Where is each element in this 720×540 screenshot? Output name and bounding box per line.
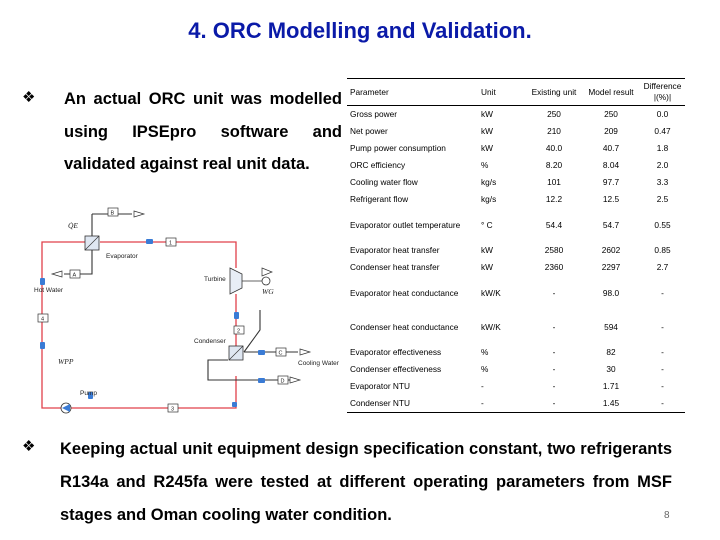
cell-parameter: Refrigerant flow <box>350 194 409 205</box>
cell-parameter: Gross power <box>350 109 398 120</box>
cell-unit: - <box>481 381 484 392</box>
cell-model: 54.7 <box>602 219 620 230</box>
node-d-label: D <box>280 378 285 385</box>
table-row <box>347 208 685 242</box>
cell-model: 82 <box>606 347 616 358</box>
cell-model: 97.7 <box>602 177 620 188</box>
cell-unit: kW <box>481 109 493 120</box>
table-row <box>347 378 685 395</box>
cell-parameter: Evaporator outlet temperature <box>350 219 461 230</box>
cell-unit: % <box>481 347 489 358</box>
cell-unit: % <box>481 160 489 171</box>
cell-model: 250 <box>604 109 618 120</box>
header-unit: Unit <box>481 86 496 97</box>
cooling-water-label: Cooling Water <box>298 360 339 367</box>
cell-difference: 0.47 <box>654 126 671 137</box>
table-row <box>347 242 685 259</box>
table-row <box>347 106 685 124</box>
pump-label: Pump <box>80 390 97 397</box>
cell-unit: kg/s <box>481 194 497 205</box>
table-row <box>347 191 685 208</box>
cell-model: 12.5 <box>602 194 620 205</box>
cell-difference: - <box>661 381 664 392</box>
table-row <box>347 361 685 378</box>
table-row <box>347 259 685 276</box>
cell-existing: 210 <box>547 126 561 137</box>
cell-difference: 2.7 <box>656 262 669 273</box>
table-row <box>347 174 685 191</box>
cell-existing: 2360 <box>544 262 564 273</box>
cell-difference: 2.5 <box>656 194 669 205</box>
cell-existing: - <box>552 321 556 332</box>
cell-parameter: Condenser effectiveness <box>350 364 442 375</box>
node-3-label: 3 <box>171 406 175 413</box>
heat-input-label: Q̇E <box>68 221 78 230</box>
cell-unit: kg/s <box>481 177 497 188</box>
bullet-diamond-icon: ❖ <box>22 438 36 455</box>
table-row <box>347 276 685 310</box>
node-markers <box>38 208 288 412</box>
cell-existing: - <box>552 364 556 375</box>
cell-unit: % <box>481 364 489 375</box>
cell-parameter: Evaporator heat conductance <box>350 287 459 298</box>
condenser-unit <box>229 346 243 360</box>
generator-power-label: WG <box>262 287 274 296</box>
cell-model: 1.45 <box>602 398 620 409</box>
cell-parameter: Evaporator NTU <box>350 381 410 392</box>
cell-unit: kW/K <box>481 287 501 298</box>
evaporator-label: Evaporator <box>106 253 138 260</box>
node-b-label: B <box>110 210 115 217</box>
cell-model: 30 <box>606 364 616 375</box>
table-row <box>347 344 685 361</box>
pump-power-label: WPP <box>58 357 74 366</box>
cell-existing: 2580 <box>544 245 564 256</box>
cell-model: 1.71 <box>602 381 620 392</box>
table-header-row <box>347 79 685 106</box>
node-a-label: A <box>72 272 77 279</box>
cell-difference: 2.0 <box>656 160 669 171</box>
condenser-label: Condenser <box>194 338 226 345</box>
page-number: 8 <box>664 510 670 521</box>
cell-parameter: Net power <box>350 126 388 137</box>
cell-unit: kW <box>481 143 493 154</box>
cell-existing: - <box>552 398 556 409</box>
cell-difference: - <box>661 321 664 332</box>
validation-table-container <box>347 78 685 413</box>
table-row <box>347 310 685 344</box>
node-labels <box>41 211 285 413</box>
cell-unit: ° C <box>481 219 493 230</box>
cell-parameter: Pump power consumption <box>350 143 446 154</box>
cell-difference: 0.85 <box>654 245 671 256</box>
cell-unit: kW <box>481 245 493 256</box>
refrigerant-loop <box>42 242 236 408</box>
cell-parameter: ORC efficiency <box>350 160 406 171</box>
cell-difference: - <box>661 364 664 375</box>
cell-parameter: Evaporator effectiveness <box>350 347 442 358</box>
cell-existing: 8.20 <box>545 160 563 171</box>
pump-unit <box>61 403 71 413</box>
table-row <box>347 123 685 140</box>
evaporator-unit <box>85 236 99 250</box>
cell-difference: 1.8 <box>656 143 669 154</box>
table-row <box>347 157 685 174</box>
bullet-1-text: An actual ORC unit was modelled using IPSEpro software and validated against real unit data. <box>64 90 342 173</box>
cell-difference: - <box>661 398 664 409</box>
cell-existing: - <box>552 287 556 298</box>
cell-parameter: Condenser NTU <box>350 398 410 409</box>
orc-process-diagram <box>28 202 344 420</box>
cell-model: 8.04 <box>602 160 620 171</box>
header-parameter: Parameter <box>350 86 389 97</box>
cell-existing: 250 <box>547 109 561 120</box>
node-2-label: 2 <box>237 328 241 335</box>
cell-parameter: Condenser heat conductance <box>350 321 459 332</box>
cell-model: 2297 <box>601 262 621 273</box>
table-row <box>347 140 685 157</box>
cell-difference: - <box>661 287 664 298</box>
header-model-result: Model result <box>588 86 634 97</box>
cell-unit: kW/K <box>481 321 501 332</box>
bullet-2-text: Keeping actual unit equipment design specification constant, two refrigerants R134a and R245fa were tested at different operating parameters from MSF stages and Oman cooling water condition. <box>60 440 672 524</box>
cell-unit: kW <box>481 262 493 273</box>
cell-unit: - <box>481 398 484 409</box>
cell-parameter: Condenser heat transfer <box>350 262 440 273</box>
cell-difference: 0.0 <box>656 109 669 120</box>
hot-water-label: Hot Water <box>34 287 64 294</box>
cell-parameter: Cooling water flow <box>350 177 418 188</box>
cell-model: 98.0 <box>602 287 620 298</box>
cell-model: 40.7 <box>602 143 620 154</box>
cell-existing: 101 <box>547 177 561 188</box>
cell-unit: kW <box>481 126 493 137</box>
flow-fittings <box>40 239 265 407</box>
cell-difference: - <box>661 347 664 358</box>
node-1-label: 1 <box>169 240 173 247</box>
cell-existing: 12.2 <box>545 194 563 205</box>
cell-difference: 0.55 <box>654 219 671 230</box>
cell-existing: - <box>552 381 556 392</box>
slide-title: 4. ORC Modelling and Validation. <box>188 18 532 43</box>
header-existing-unit: Existing unit <box>531 86 577 97</box>
cell-difference: 3.3 <box>656 177 669 188</box>
node-c-label: C <box>278 350 283 357</box>
turbine-label: Turbine <box>204 276 226 283</box>
table-row <box>347 395 685 413</box>
cell-model: 209 <box>604 126 618 137</box>
cell-existing: 54.4 <box>545 219 563 230</box>
header-difference: Difference |(%)| <box>643 81 682 102</box>
cell-model: 2602 <box>601 245 621 256</box>
cell-parameter: Evaporator heat transfer <box>350 245 440 256</box>
cell-model: 594 <box>604 321 618 332</box>
cell-existing: 40.0 <box>545 143 563 154</box>
bullet-diamond-icon: ❖ <box>22 89 36 106</box>
cell-existing: - <box>552 347 556 358</box>
validation-table <box>347 78 685 413</box>
node-4-label: 4 <box>41 316 45 323</box>
